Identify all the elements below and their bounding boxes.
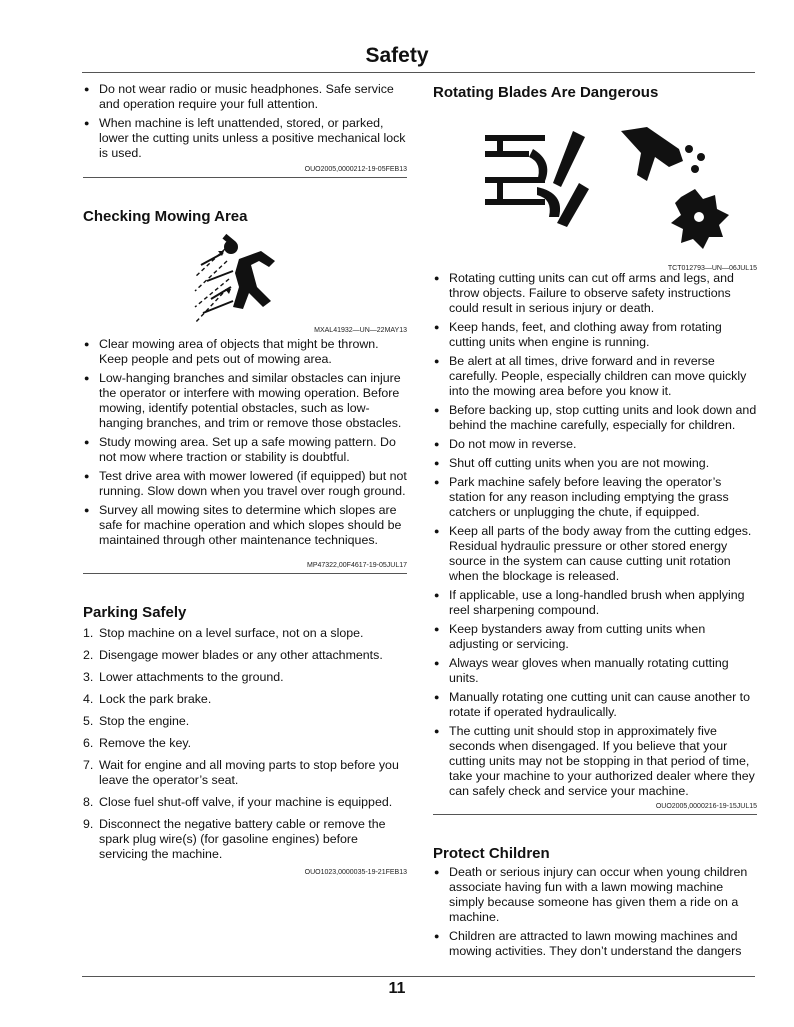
list-item: ● When machine is left unattended, stored, or parked, lower the cutting units unless a positive mechanical lock is used.	[83, 116, 407, 161]
step-number: 3.	[83, 670, 94, 684]
header-rule	[82, 72, 755, 73]
step-number: 4.	[83, 692, 94, 706]
step-number: 5.	[83, 714, 94, 728]
list-item: ● Study mowing area. Set up a safe mowing pattern. Do not mow where traction or stability is doubtful.	[83, 435, 407, 465]
list-item	[83, 736, 407, 751]
children-bullet-list	[433, 865, 757, 959]
rotating-bullet-list	[433, 271, 757, 799]
section-title-protect-children: Protect Children	[433, 845, 550, 862]
list-item	[83, 795, 407, 810]
list-item	[83, 817, 407, 862]
list-item: ● Park machine safely before leaving the operator’s station for any reason including emptying the grass catchers or unplugging the chute, if equipped.	[433, 475, 757, 520]
figure-id: TCT012793—UN—06JUL15	[667, 265, 757, 272]
right-column	[433, 84, 757, 963]
rotating-blade-hazard-icon	[433, 127, 757, 265]
step-text: Remove the key.	[99, 736, 192, 750]
list-item: ● Test drive area with mower lowered (if equipped) but not running. Slow down when you travel over rough ground.	[83, 469, 407, 499]
list-item: ● Low-hanging branches and similar obstacles can injure the operator or interfere with mowing operation. Before mowing, identify potential obstacles, such as low-hanging branches, and trim or remove those obstacles.	[83, 371, 407, 431]
list-item: ● If applicable, use a long-handled brush when applying reel sharpening compound.	[433, 588, 757, 618]
section-title-parking-safely: Parking Safely	[83, 604, 187, 621]
list-item: ● Be alert at all times, drive forward and in reverse carefully. People, especially children can move quickly into the mowing area before you know it.	[433, 354, 757, 399]
step-text: Stop machine on a level surface, not on a slope.	[99, 626, 364, 640]
list-item: ● Always wear gloves when manually rotating cutting units.	[433, 656, 757, 686]
list-item	[83, 692, 407, 707]
step-text: Wait for engine and all moving parts to stop before you leave the operator’s seat.	[99, 758, 399, 787]
section-divider	[83, 573, 407, 574]
section-divider	[83, 177, 407, 178]
reference-code: MP47322,00F4617-19-05JUL17	[306, 562, 407, 569]
step-text: Lower attachments to the ground.	[99, 670, 284, 684]
step-number: 6.	[83, 736, 94, 750]
list-item: ● Before backing up, stop cutting units and look down and behind the machine carefully, especially for children.	[433, 403, 757, 433]
list-item: ● The cutting unit should stop in approximately five seconds when disengaged. If you believe that your cutting units may not be stopping in that period of time, take your machine to your authorized dealer where they can safely check and service your machine.	[433, 724, 757, 799]
list-item: ● Death or serious injury can occur when young children associate having fun with a lawn mowing machine simply because someone has given them a ride on a machine.	[433, 865, 757, 925]
page-title: Safety	[365, 44, 429, 67]
list-item	[83, 626, 407, 641]
section-title-checking-mowing-area: Checking Mowing Area	[83, 208, 248, 225]
reference-code: OUO1023,0000035-19-21FEB13	[304, 869, 407, 876]
step-text: Stop the engine.	[99, 714, 190, 728]
step-number: 7.	[83, 758, 94, 772]
list-item: ● Keep hands, feet, and clothing away from rotating cutting units when engine is running.	[433, 320, 757, 350]
step-text: Disconnect the negative battery cable or remove the spark plug wire(s) (for gasoline engines) before servicing the machine.	[99, 817, 386, 861]
reference-code: OUO2005,0000212-19-05FEB13	[304, 166, 407, 173]
section-title-rotating-blades: Rotating Blades Are Dangerous	[433, 84, 659, 101]
footer-rule	[82, 976, 755, 977]
list-item: ● Rotating cutting units can cut off arms and legs, and throw objects. Failure to observe safety instructions could result in serious injury or death.	[433, 271, 757, 316]
list-item: ● Manually rotating one cutting unit can cause another to rotate if operated hydraulically.	[433, 690, 757, 720]
list-item: ● Children are attracted to lawn mowing machines and mowing activities. They don’t understand the dangers	[433, 929, 757, 959]
list-item: ● Clear mowing area of objects that might be thrown. Keep people and pets out of mowing area.	[83, 337, 407, 367]
list-item	[83, 648, 407, 663]
checking-mowing-area-figure	[83, 231, 407, 337]
step-number: 8.	[83, 795, 94, 809]
page-number: 11	[388, 980, 406, 997]
list-item: ● Do not wear radio or music headphones. Safe service and operation require your full attention.	[83, 82, 407, 112]
list-item: ● Keep bystanders away from cutting units when adjusting or servicing.	[433, 622, 757, 652]
list-item: ● Do not mow in reverse.	[433, 437, 757, 452]
parking-steps-list	[83, 626, 407, 862]
list-item	[83, 758, 407, 788]
step-text: Close fuel shut-off valve, if your machine is equipped.	[99, 795, 393, 809]
step-text: Lock the park brake.	[99, 692, 212, 706]
checking-bullet-list	[83, 337, 407, 548]
step-number: 2.	[83, 648, 94, 662]
left-column	[83, 82, 407, 880]
step-text: Disengage mower blades or any other attachments.	[99, 648, 383, 662]
step-number: 9.	[83, 817, 94, 831]
list-item: ● Shut off cutting units when you are not mowing.	[433, 456, 757, 471]
section-divider	[433, 814, 757, 815]
list-item	[83, 670, 407, 685]
reference-code: OUO2005,0000216-19-15JUL15	[655, 803, 757, 810]
step-number: 1.	[83, 626, 94, 640]
list-item: ● Survey all mowing sites to determine which slopes are safe for machine operation and which slopes should be maintained through other maintenance techniques.	[83, 503, 407, 548]
list-item	[83, 714, 407, 729]
thrown-object-warning-icon	[83, 231, 407, 327]
figure-id: MXAL41932—UN—22MAY13	[314, 327, 407, 334]
intro-bullet-list	[83, 82, 407, 161]
list-item: ● Keep all parts of the body away from the cutting edges. Residual hydraulic pressure or other stored energy source in the system can cause cutting unit rotation when the blockage is released.	[433, 524, 757, 584]
rotating-blades-figure	[433, 127, 757, 275]
